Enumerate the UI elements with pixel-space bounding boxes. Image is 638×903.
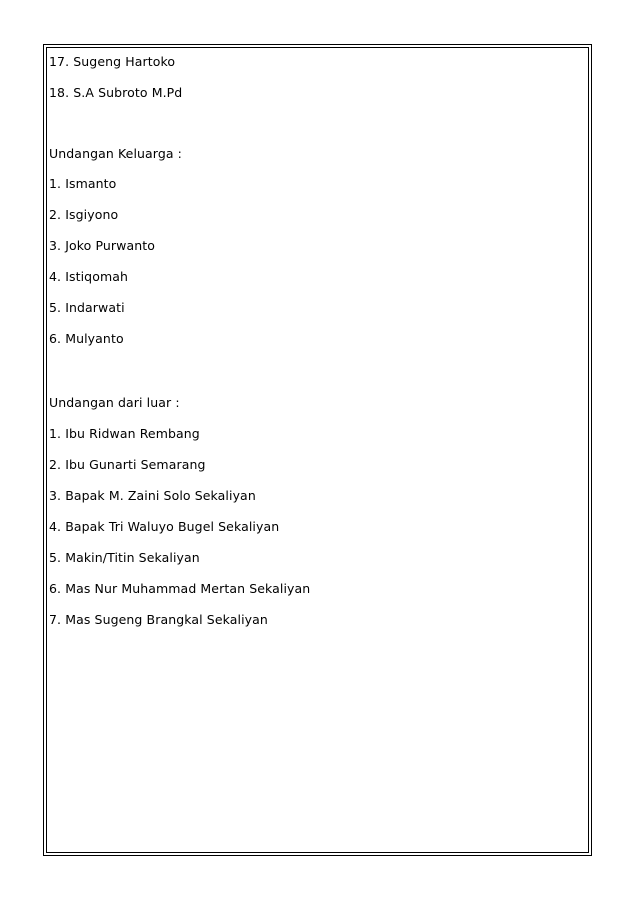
list-item: 1. Ibu Ridwan Rembang	[49, 426, 200, 441]
list-item: 3. Joko Purwanto	[49, 238, 155, 253]
list-item: 2. Ibu Gunarti Semarang	[49, 457, 206, 472]
list-item: 2. Isgiyono	[49, 207, 119, 222]
page-border-inner	[46, 47, 589, 853]
list-item: 1. Ismanto	[49, 176, 117, 191]
list-item: 4. Bapak Tri Waluyo Bugel Sekaliyan	[49, 519, 280, 534]
list-item: 5. Makin/Titin Sekaliyan	[49, 550, 200, 565]
list-item: 17. Sugeng Hartoko	[49, 54, 176, 69]
list-item: 5. Indarwati	[49, 300, 125, 315]
section-heading-family: Undangan Keluarga :	[49, 146, 182, 161]
list-item: 3. Bapak M. Zaini Solo Sekaliyan	[49, 488, 256, 503]
section-heading-outside: Undangan dari luar :	[49, 395, 180, 410]
list-item: 4. Istiqomah	[49, 269, 129, 284]
list-item: 18. S.A Subroto M.Pd	[49, 85, 183, 100]
list-item: 7. Mas Sugeng Brangkal Sekaliyan	[49, 612, 268, 627]
list-item: 6. Mas Nur Muhammad Mertan Sekaliyan	[49, 581, 311, 596]
list-item: 6. Mulyanto	[49, 331, 124, 346]
